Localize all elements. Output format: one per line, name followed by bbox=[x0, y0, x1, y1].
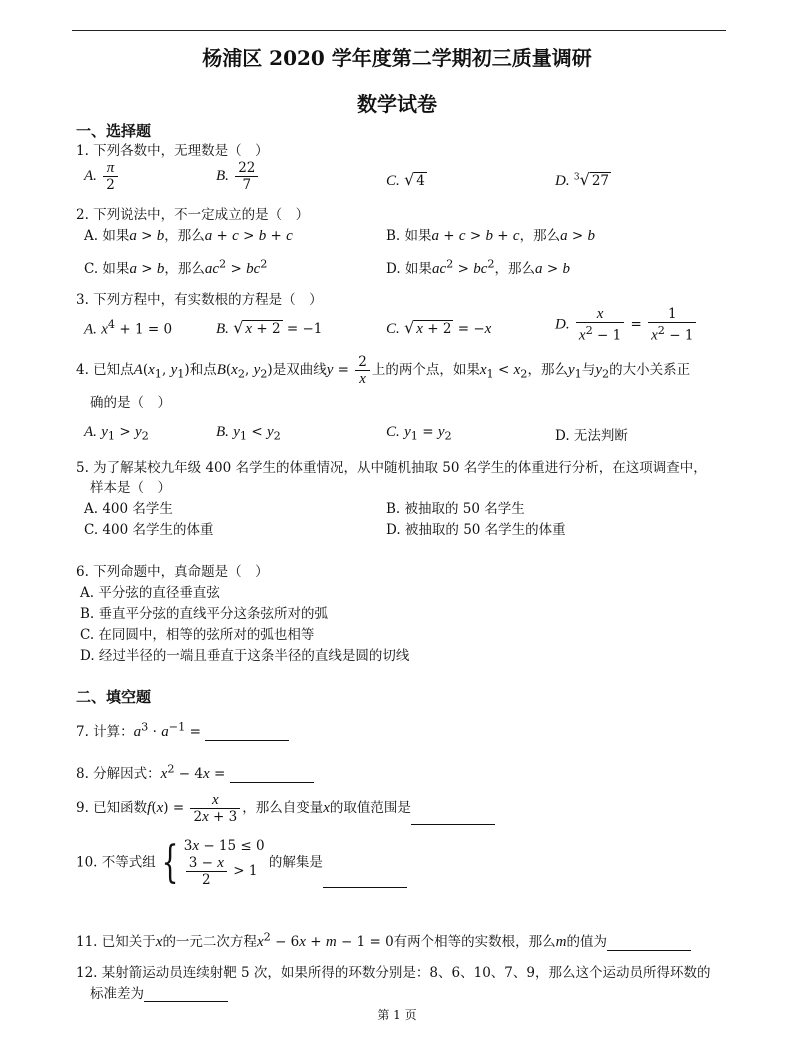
question-4-option-a: A. $y_1 > y_2$ bbox=[84, 424, 149, 443]
question-3-option-c: C. √ x + 2 = −x bbox=[386, 318, 492, 337]
exam-title: 杨浦区 2020 学年度第二学期初三质量调研 bbox=[202, 46, 592, 70]
header-rule bbox=[72, 30, 726, 31]
question-2-option-b: B. 如果a + c > b + c，那么a > b bbox=[386, 228, 595, 244]
section-multiple-choice: 一、选择题 bbox=[76, 122, 152, 140]
question-5-stem: 5. 为了解某校九年级 400 名学生的体重情况，从中随机抽取 50 名学生的体重进行分析，在这项调查中， bbox=[76, 460, 707, 476]
question-4-option-b: B. $y_1 < y_2$ bbox=[216, 424, 281, 443]
question-4-option-c: C. $y_1 = y_2$ bbox=[386, 424, 452, 443]
question-8: 8. 分解因式：$x^2 - 4x$ = bbox=[76, 762, 314, 783]
question-5-option-a: A. 400 名学生 bbox=[84, 501, 173, 517]
answer-blank[interactable] bbox=[411, 810, 495, 825]
question-3-option-b: B. √ x + 2 = −1 bbox=[216, 318, 323, 337]
question-1-option-b: B. $\frac{22}{7}$ bbox=[216, 160, 260, 193]
question-1-stem: 1. 下列各数中，无理数是（ ） bbox=[76, 143, 269, 159]
question-6-option-d: D. 经过半径的一端且垂直于这条半径的直线是圆的切线 bbox=[80, 648, 410, 664]
question-6-option-b: B. 垂直平分弦的直线平分这条弦所对的弧 bbox=[80, 606, 329, 622]
question-12-stem: 12. 某射箭运动员连续射靶 5 次，如果所得的环数分别是：8、6、10、7、9，那么这个运动员所得环数的 bbox=[76, 965, 711, 981]
question-2-option-a: A. 如果a > b，那么a + c > b + c bbox=[84, 228, 293, 244]
question-4-stem-line2: 确的是（ ） bbox=[90, 395, 171, 411]
answer-blank[interactable] bbox=[144, 987, 228, 1002]
question-6-option-c: C. 在同圆中，相等的弦所对的弧也相等 bbox=[80, 627, 315, 643]
answer-blank[interactable] bbox=[323, 873, 407, 888]
question-6-stem: 6. 下列命题中，真命题是（ ） bbox=[76, 564, 269, 580]
answer-blank[interactable] bbox=[230, 768, 314, 783]
question-4-option-d: D. 无法判断 bbox=[555, 428, 628, 444]
section-fill-in: 二、填空题 bbox=[76, 688, 152, 706]
question-3-stem: 3. 下列方程中，有实数根的方程是（ ） bbox=[76, 292, 323, 308]
page-footer: 第 1 页 bbox=[377, 1008, 417, 1022]
question-9: 9. 已知函数f(x) = $\frac{x}{2x + 3}$ ，那么自变量x的取值范围是 bbox=[76, 792, 495, 825]
question-10: 10. 不等式组 { 3x − 15 ≤ 0 $\frac{3 - x}{2}$ > 1 的解集是 bbox=[76, 838, 407, 888]
question-5-option-d: D. 被抽取的 50 名学生的体重 bbox=[386, 522, 566, 538]
question-1-option-a: A. $\frac{\pi}{2}$ bbox=[84, 160, 120, 193]
question-1-option-d: D. $^3$√ 27 bbox=[555, 170, 610, 189]
question-6-option-a: A. 平分弦的直径垂直弦 bbox=[80, 585, 220, 601]
question-7: 7. 计算：$a^3 \cdot a^{-1}$ = bbox=[76, 720, 289, 741]
question-5-option-b: B. 被抽取的 50 名学生 bbox=[386, 501, 525, 517]
question-4-stem: 4. 已知点$A(x_1$, $y_1$)和点$B(x_2$, $y_2$)是双曲线y = $\frac{2}{x}$ 上的两个点，如果$x_1 < x_2$，那么$y_1$与$y_2$的大小关系正 bbox=[76, 354, 691, 387]
question-2-option-c: C. 如果a > b，那么$ac^2 > bc^2$ bbox=[84, 257, 268, 277]
question-3-option-a: A. $x^4 + 1 = 0$ bbox=[84, 318, 173, 338]
question-2-stem: 2. 下列说法中，不一定成立的是（ ） bbox=[76, 207, 310, 223]
question-1-option-c: C. √ 4 bbox=[386, 170, 425, 189]
exam-subtitle: 数学试卷 bbox=[357, 92, 437, 116]
brace-icon: { bbox=[161, 837, 179, 888]
question-12-stem-line2: 标准差为 bbox=[90, 982, 228, 1002]
question-3-option-d: D. $\frac{x}{x^2 - 1}$ = $\frac{1}{x^2 - 1}$ bbox=[555, 306, 698, 344]
question-2-option-d: D. 如果$ac^2 > bc^2$，那么a > b bbox=[386, 257, 570, 277]
question-5-stem-line2: 样本是（ ） bbox=[90, 480, 171, 496]
question-5-option-c: C. 400 名学生的体重 bbox=[84, 522, 214, 538]
question-11: 11. 已知关于x的一元二次方程$x^2 - 6x + m - 1 = 0$有两个相等的实数根，那么m的值为 bbox=[76, 930, 691, 951]
answer-blank[interactable] bbox=[205, 726, 289, 741]
answer-blank[interactable] bbox=[607, 936, 691, 951]
